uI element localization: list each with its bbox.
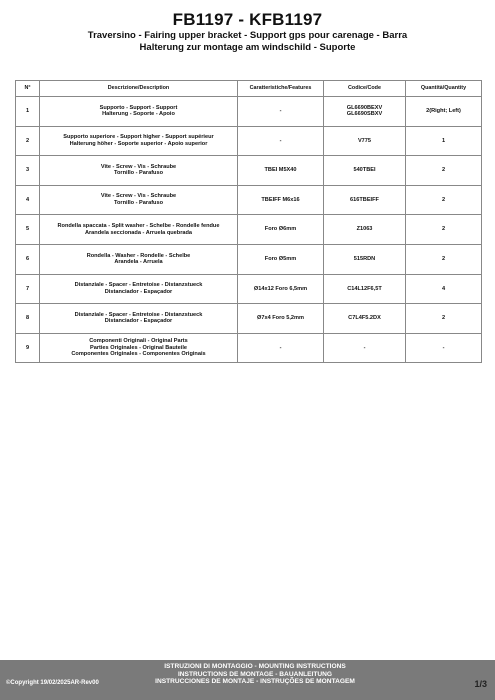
row-features-line: TBEIFF M6x16 bbox=[261, 196, 300, 203]
table-row bbox=[16, 304, 482, 334]
row-code bbox=[324, 126, 406, 156]
footer-line-3: INSTRUCCIONES DE MONTAJE - INSTRUÇÕES DE MONTAGEM bbox=[155, 678, 355, 686]
row-features-line: - bbox=[279, 137, 282, 144]
row-features bbox=[238, 185, 324, 215]
page-title: FB1197 - KFB1197 bbox=[172, 10, 323, 29]
row-features-line: TBEI M5X40 bbox=[264, 167, 297, 174]
footer-instructions bbox=[140, 663, 370, 686]
row-code-line: 515RDN bbox=[353, 255, 376, 262]
row-number: 9 bbox=[16, 333, 40, 363]
row-code bbox=[324, 185, 406, 215]
row-features-line: Ø14x12 Foro 6,5mm bbox=[253, 285, 308, 292]
row-quantity: 1 bbox=[406, 126, 482, 156]
row-number: 8 bbox=[16, 304, 40, 334]
row-features-line: Foro Ø6mm bbox=[264, 226, 297, 233]
row-features bbox=[238, 244, 324, 274]
row-description-line: Halterung höher - Soporte superior - Apoio superior bbox=[69, 140, 208, 147]
table-row bbox=[16, 274, 482, 304]
row-code-line: C7L4F5.2DX bbox=[348, 315, 381, 322]
row-number: 6 bbox=[16, 244, 40, 274]
table-body bbox=[16, 97, 482, 363]
row-features bbox=[238, 126, 324, 156]
row-description bbox=[40, 97, 238, 127]
table-header-row bbox=[16, 81, 482, 97]
table-row bbox=[16, 185, 482, 215]
row-code-line: V775 bbox=[357, 137, 372, 144]
row-code bbox=[324, 304, 406, 334]
row-description-line: Vite - Screw - Vis - Schraube bbox=[100, 193, 177, 200]
row-description-line: Rondella - Washer - Rondelle - Schelbe bbox=[86, 252, 191, 259]
header-code: Codice/Code bbox=[324, 81, 406, 97]
row-code-line: C14L12F6,5T bbox=[347, 285, 382, 292]
table-row bbox=[16, 333, 482, 363]
row-number: 4 bbox=[16, 185, 40, 215]
header-quantity: Quantità/Quantity bbox=[406, 81, 482, 97]
page-number: 1/3 bbox=[474, 679, 487, 689]
row-description-line: Vite - Screw - Vis - Schraube bbox=[100, 163, 177, 170]
row-code-line: 616TBEIFF bbox=[350, 196, 379, 203]
title-block bbox=[0, 10, 495, 54]
row-description-line: Arandela - Arruela bbox=[114, 259, 163, 266]
row-description-line: Distanciador - Espaçador bbox=[104, 288, 173, 295]
row-features bbox=[238, 97, 324, 127]
row-features-line: - bbox=[279, 108, 282, 114]
row-description bbox=[40, 126, 238, 156]
row-features bbox=[238, 156, 324, 186]
row-description bbox=[40, 304, 238, 334]
row-code bbox=[324, 97, 406, 127]
row-quantity: 2 bbox=[406, 185, 482, 215]
row-quantity: 4 bbox=[406, 274, 482, 304]
row-description-line: Supporto superiore - Support higher - Support supérieur bbox=[63, 134, 214, 141]
row-code bbox=[324, 215, 406, 245]
table-row bbox=[16, 244, 482, 274]
header-description: Descrizione/Description bbox=[40, 81, 238, 97]
footer-line-2: INSTRUCTIONS DE MONTAGE - BAUANLEITUNG bbox=[177, 670, 333, 678]
row-code bbox=[324, 156, 406, 186]
row-description-line: Halterung - Soporte - Apoio bbox=[102, 111, 175, 118]
row-number: 7 bbox=[16, 274, 40, 304]
row-features-line: Ø7x4 Foro 5,2mm bbox=[257, 315, 304, 322]
footer-bar bbox=[0, 660, 495, 700]
row-quantity: 2 bbox=[406, 244, 482, 274]
row-description-line: Rondella spaccata - Split washer - Schelbe - Rondelle fendue bbox=[57, 223, 220, 230]
row-description-line: Parties Originales - Original Bauteile bbox=[90, 344, 187, 351]
footer-line-1: ISTRUZIONI DI MONTAGGIO - MOUNTING INSTRUCTIONS bbox=[164, 663, 346, 670]
row-number: 1 bbox=[16, 97, 40, 127]
row-code bbox=[324, 244, 406, 274]
row-description-line: Componentes Originales - Componentes Originais bbox=[71, 351, 206, 358]
subtitle-line-2: Halterung zur montage am windschild - Suporte bbox=[139, 42, 356, 53]
row-features-line: - bbox=[279, 344, 282, 351]
row-features-line: Foro Ø5mm bbox=[264, 255, 297, 262]
row-number: 2 bbox=[16, 126, 40, 156]
row-features bbox=[238, 333, 324, 363]
parts-table bbox=[15, 80, 482, 363]
subtitle-line-1: Traversino - Fairing upper bracket - Support gps pour carenage - Barra bbox=[87, 30, 408, 41]
row-quantity: 2(Right; Left) bbox=[406, 97, 482, 127]
row-description bbox=[40, 333, 238, 363]
row-description bbox=[40, 156, 238, 186]
table-row bbox=[16, 156, 482, 186]
row-description bbox=[40, 244, 238, 274]
copyright: ©Copyright 19/02/2025AR-Rev00 bbox=[6, 680, 99, 686]
row-features bbox=[238, 274, 324, 304]
table-row bbox=[16, 126, 482, 156]
row-code-line: 540TBEI bbox=[353, 167, 376, 174]
table-row bbox=[16, 97, 482, 127]
row-description bbox=[40, 274, 238, 304]
row-number: 3 bbox=[16, 156, 40, 186]
row-description-line: Arandela seccionada - Arruela quebrada bbox=[84, 229, 193, 236]
row-number: 5 bbox=[16, 215, 40, 245]
row-code-line: GL6690BEXV bbox=[346, 104, 383, 111]
row-code-line: GL6690SBXV bbox=[346, 111, 383, 118]
table-row bbox=[16, 215, 482, 245]
row-code bbox=[324, 333, 406, 363]
header-number: N° bbox=[16, 81, 40, 97]
row-description-line: Tornillo - Parafuso bbox=[114, 170, 163, 177]
row-description bbox=[40, 185, 238, 215]
row-code bbox=[324, 274, 406, 304]
row-code-line: - bbox=[363, 344, 366, 351]
row-description-line: Tornillo - Parafuso bbox=[114, 200, 163, 207]
row-quantity: 2 bbox=[406, 156, 482, 186]
row-description-line: Distanziale - Spacer - Entretoise - Distanzstueck bbox=[74, 311, 203, 318]
row-description-line: Componenti Originali - Original Parts bbox=[89, 338, 188, 345]
row-code-line: Z1063 bbox=[356, 226, 373, 233]
row-description-line: Distanciador - Espaçador bbox=[104, 318, 173, 325]
row-features bbox=[238, 215, 324, 245]
row-description-line: Distanziale - Spacer - Entretoise - Distanzstueck bbox=[74, 282, 203, 289]
row-description bbox=[40, 215, 238, 245]
row-quantity: - bbox=[406, 333, 482, 363]
row-description-line: Supporto - Support - Support bbox=[99, 104, 178, 111]
row-quantity: 2 bbox=[406, 215, 482, 245]
row-quantity: 2 bbox=[406, 304, 482, 334]
row-features bbox=[238, 304, 324, 334]
header-features: Caratteristiche/Features bbox=[238, 81, 324, 97]
